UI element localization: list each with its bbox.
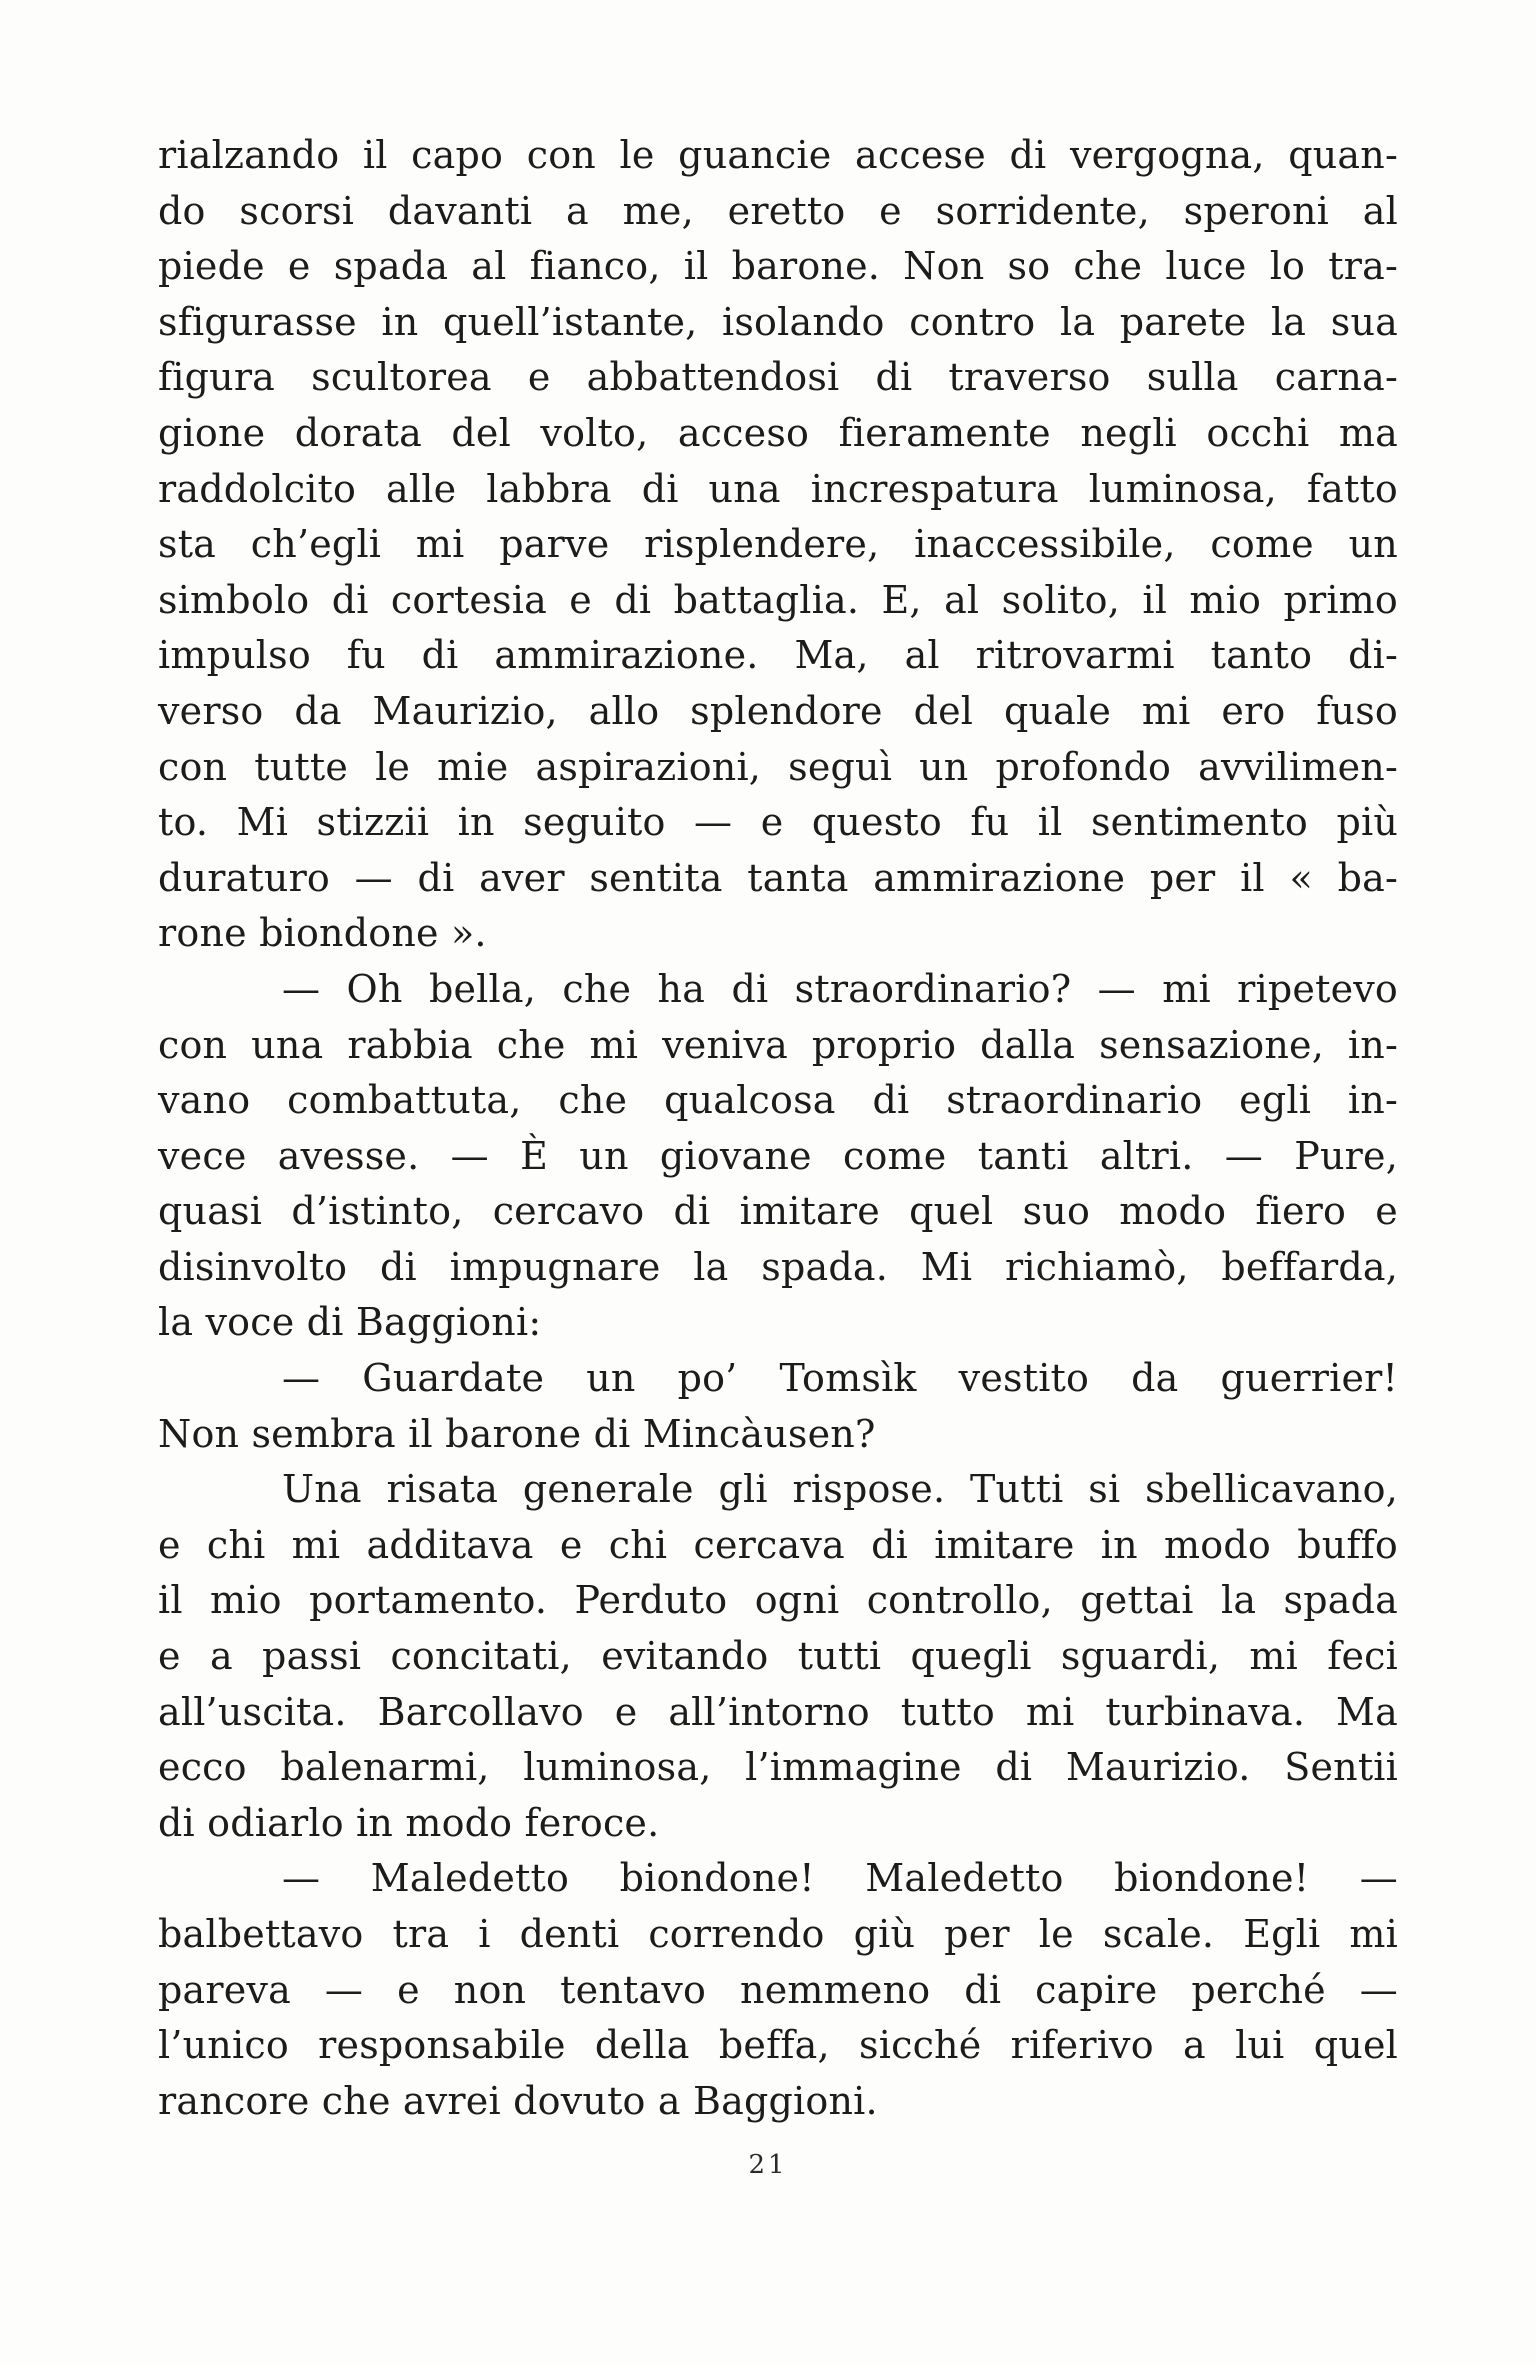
text-line: gione dorata del volto, acceso fieramente negli occhi ma	[158, 410, 1398, 455]
text-line: rone biondone ».	[158, 911, 487, 956]
text-line: duraturo — di aver sentita tanta ammirazione per il « ba-	[158, 855, 1398, 900]
text-line: con una rabbia che mi veniva proprio dalla sensazione, in-	[158, 1022, 1398, 1067]
text-line: quasi d’istinto, cercavo di imitare quel suo modo fiero e	[158, 1189, 1398, 1234]
text-line: Non sembra il barone di Mincàusen?	[158, 1411, 876, 1456]
body-text	[158, 128, 1398, 2129]
text-line: do scorsi davanti a me, eretto e sorridente, speroni al	[158, 188, 1398, 233]
text-line: vece avesse. — È un giovane come tanti altri. — Pure,	[158, 1133, 1398, 1178]
dialogue-line: — Oh bella, che ha di straordinario? — mi ripetevo	[282, 966, 1398, 1011]
text-line: figura scultorea e abbattendosi di traverso sulla carna-	[158, 355, 1398, 400]
text-line: sta ch’egli mi parve risplendere, inaccessibile, come un	[158, 522, 1398, 567]
text-line: e a passi concitati, evitando tutti quegli sguardi, mi feci	[158, 1634, 1398, 1679]
text-line: balbettavo tra i denti correndo giù per le scale. Egli mi	[158, 1912, 1398, 1956]
page-number: 21	[748, 2150, 788, 2180]
dialogue-line: — Guardate un po’ Tomsìk vestito da guerrier!	[282, 1356, 1398, 1401]
text-line: raddolcito alle labbra di una increspatura luminosa, fatto	[158, 466, 1398, 511]
text-line: piede e spada al fianco, il barone. Non so che luce lo tra-	[158, 244, 1398, 289]
text-line: la voce di Baggioni:	[158, 1300, 542, 1345]
text-line: l’unico responsabile della beffa, sicché riferivo a lui quel	[158, 2023, 1398, 2068]
text-line: verso da Maurizio, allo splendore del quale mi ero fuso	[158, 688, 1398, 733]
text-line: impulso fu di ammirazione. Ma, al ritrovarmi tanto di-	[158, 633, 1398, 678]
paragraph-start-line: Una risata generale gli rispose. Tutti si sbellicavano,	[282, 1467, 1398, 1512]
text-line: disinvolto di impugnare la spada. Mi richiamò, beffarda,	[158, 1244, 1398, 1289]
text-line: sfigurasse in quell’istante, isolando contro la parete la sua	[158, 299, 1398, 344]
text-line: to. Mi stizzii in seguito — e questo fu il sentimento più	[158, 800, 1398, 845]
dialogue-line: — Maledetto biondone! Maledetto biondone! —	[282, 1856, 1398, 1901]
text-line: ecco balenarmi, luminosa, l’immagine di Maurizio. Sentii	[158, 1745, 1398, 1790]
text-line: rancore che avrei dovuto a Baggioni.	[158, 2078, 878, 2123]
text-line: pareva — e non tentavo nemmeno di capire perché —	[158, 1967, 1398, 2012]
text-line: con tutte le mie aspirazioni, seguì un profondo avvilimen-	[158, 744, 1398, 789]
text-line: di odiarlo in modo feroce.	[158, 1800, 660, 1845]
text-line: all’uscita. Barcollavo e all’intorno tutto mi turbinava. Ma	[158, 1689, 1398, 1734]
text-line: il mio portamento. Perduto ogni controllo, gettai la spada	[158, 1578, 1398, 1623]
text-line: vano combattuta, che qualcosa di straordinario egli in-	[158, 1078, 1398, 1123]
text-line: simbolo di cortesia e di battaglia. E, al solito, il mio primo	[158, 577, 1398, 622]
text-line: e chi mi additava e chi cercava di imitare in modo buffo	[158, 1522, 1398, 1567]
text-line: rialzando il capo con le guancie accese di vergogna, quan-	[158, 133, 1398, 177]
